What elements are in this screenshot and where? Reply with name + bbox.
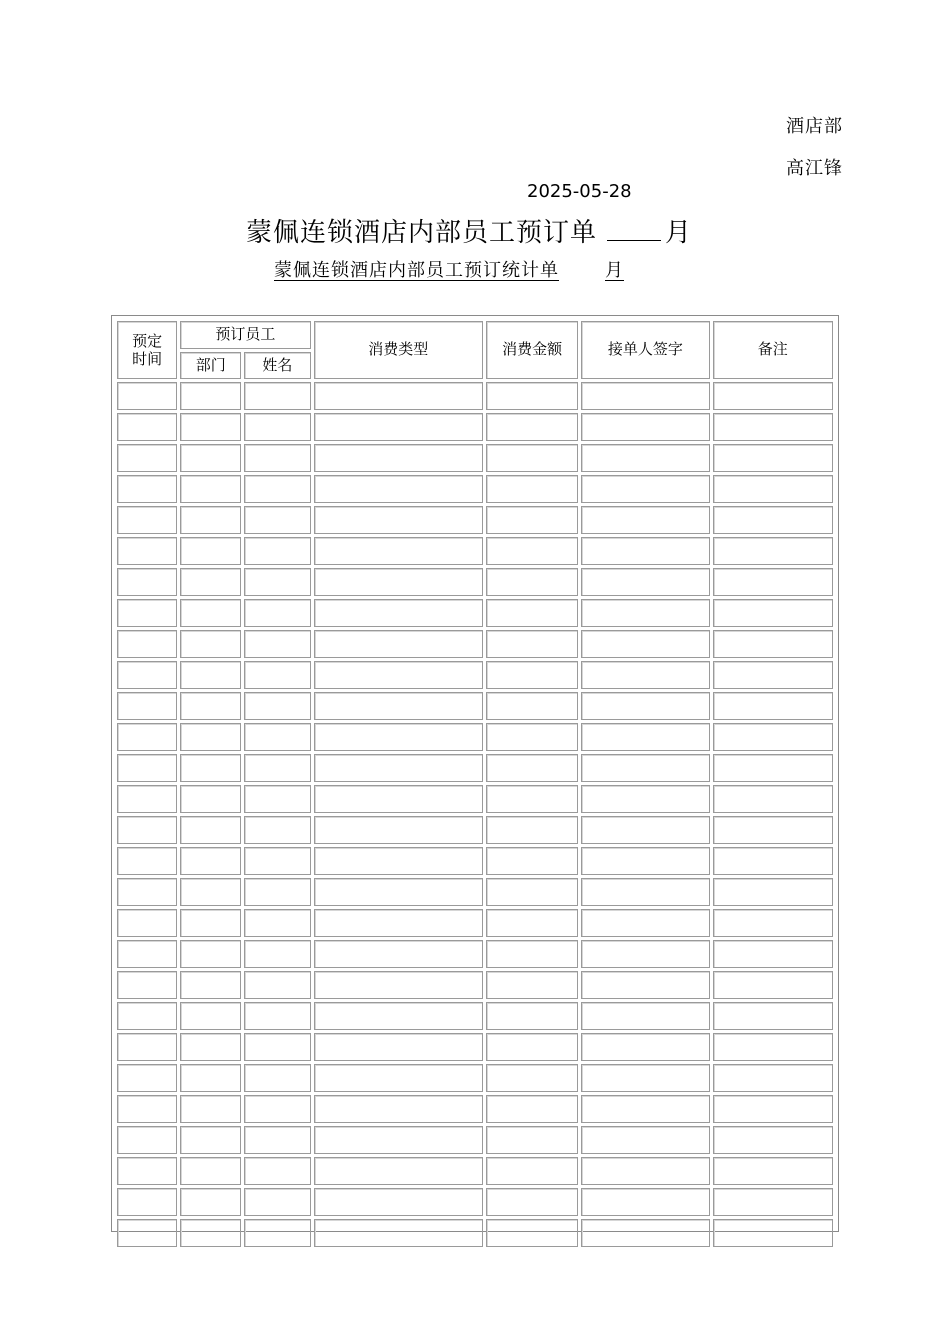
header-amount: 消费金额 [486,321,578,379]
receiver-signature-cell[interactable] [581,1033,709,1061]
name-cell[interactable] [244,599,310,627]
document-subtitle [274,256,624,282]
department-cell[interactable] [180,444,241,472]
table-row [117,568,833,596]
name-cell[interactable] [244,940,310,968]
consumption-type-cell[interactable] [314,630,483,658]
amount-cell[interactable] [486,599,578,627]
department-cell[interactable] [180,785,241,813]
booking-time-cell[interactable] [117,1002,177,1030]
booking-time-cell[interactable] [117,568,177,596]
table-row [117,475,833,503]
department-cell[interactable] [180,413,241,441]
consumption-type-cell[interactable] [314,692,483,720]
department-cell[interactable] [180,1219,241,1247]
receiver-signature-cell[interactable] [581,382,709,410]
table-row [117,1002,833,1030]
table-row [117,506,833,534]
amount-cell[interactable] [486,1033,578,1061]
consumption-type-cell[interactable] [314,878,483,906]
table-header-row [117,321,833,349]
remarks-cell[interactable] [713,506,833,534]
department-cell[interactable] [180,971,241,999]
amount-cell[interactable] [486,475,578,503]
consumption-type-cell[interactable] [314,444,483,472]
table-row [117,847,833,875]
amount-cell[interactable] [486,971,578,999]
consumption-type-cell[interactable] [314,568,483,596]
header-department: 部门 [180,352,241,380]
consumption-type-cell[interactable] [314,1126,483,1154]
header-consumption-type: 消费类型 [314,321,483,379]
booking-time-cell[interactable] [117,1095,177,1123]
consumption-type-cell[interactable] [314,599,483,627]
remarks-cell[interactable] [713,692,833,720]
table-row [117,1157,833,1185]
booking-time-cell[interactable] [117,847,177,875]
document-subtitle-text: 蒙佩连锁酒店内部员工预订统计单 [274,260,559,281]
remarks-cell[interactable] [713,413,833,441]
consumption-type-cell[interactable] [314,1188,483,1216]
name-cell[interactable] [244,661,310,689]
receiver-signature-cell[interactable] [581,630,709,658]
department-cell[interactable] [180,630,241,658]
remarks-cell[interactable] [713,1126,833,1154]
table-row [117,878,833,906]
remarks-cell[interactable] [713,599,833,627]
booking-time-cell[interactable] [117,816,177,844]
table-row [117,692,833,720]
header-booking-time: 预定时间 [117,321,177,379]
amount-cell[interactable] [486,878,578,906]
booking-time-cell[interactable] [117,599,177,627]
receiver-signature-cell[interactable] [581,754,709,782]
department-cell[interactable] [180,847,241,875]
receiver-signature-cell[interactable] [581,692,709,720]
table-row [117,785,833,813]
receiver-signature-cell[interactable] [581,723,709,751]
name-cell[interactable] [244,971,310,999]
booking-time-cell[interactable] [117,1188,177,1216]
name-cell[interactable] [244,1219,310,1247]
amount-cell[interactable] [486,382,578,410]
department-cell[interactable] [180,816,241,844]
remarks-cell[interactable] [713,568,833,596]
remarks-cell[interactable] [713,909,833,937]
table-row [117,971,833,999]
booking-time-cell[interactable] [117,692,177,720]
remarks-cell[interactable] [713,661,833,689]
amount-cell[interactable] [486,1219,578,1247]
consumption-type-cell[interactable] [314,940,483,968]
receiver-signature-cell[interactable] [581,475,709,503]
amount-cell[interactable] [486,1095,578,1123]
amount-cell[interactable] [486,692,578,720]
amount-cell[interactable] [486,568,578,596]
remarks-cell[interactable] [713,1064,833,1092]
amount-cell[interactable] [486,816,578,844]
booking-time-cell[interactable] [117,413,177,441]
amount-cell[interactable] [486,785,578,813]
consumption-type-cell[interactable] [314,382,483,410]
table-row [117,1126,833,1154]
consumption-type-cell[interactable] [314,537,483,565]
name-cell[interactable] [244,1188,310,1216]
amount-cell[interactable] [486,1002,578,1030]
department-cell[interactable] [180,1188,241,1216]
name-cell[interactable] [244,785,310,813]
receiver-signature-cell[interactable] [581,940,709,968]
name-cell[interactable] [244,909,310,937]
amount-cell[interactable] [486,1126,578,1154]
name-cell[interactable] [244,1002,310,1030]
name-cell[interactable] [244,878,310,906]
remarks-cell[interactable] [713,723,833,751]
amount-cell[interactable] [486,413,578,441]
name-cell[interactable] [244,444,310,472]
receiver-signature-cell[interactable] [581,537,709,565]
booking-time-cell[interactable] [117,382,177,410]
booking-time-cell[interactable] [117,661,177,689]
department-cell[interactable] [180,599,241,627]
consumption-type-cell[interactable] [314,506,483,534]
header-name: 姓名 [244,352,310,380]
consumption-type-cell[interactable] [314,1157,483,1185]
department-cell[interactable] [180,382,241,410]
remarks-cell[interactable] [713,537,833,565]
name-cell[interactable] [244,816,310,844]
document-title-suffix: 月 [665,218,693,248]
document-subtitle-suffix: 月 [605,260,624,281]
remarks-cell[interactable] [713,1219,833,1247]
month-blank[interactable] [607,224,661,241]
department-cell[interactable] [180,909,241,937]
table-row [117,413,833,441]
booking-time-cell[interactable] [117,475,177,503]
amount-cell[interactable] [486,847,578,875]
receiver-signature-cell[interactable] [581,413,709,441]
consumption-type-cell[interactable] [314,1002,483,1030]
amount-cell[interactable] [486,1188,578,1216]
remarks-cell[interactable] [713,382,833,410]
consumption-type-cell[interactable] [314,475,483,503]
name-cell[interactable] [244,1126,310,1154]
consumption-type-cell[interactable] [314,847,483,875]
name-cell[interactable] [244,1095,310,1123]
department-cell[interactable] [180,723,241,751]
name-cell[interactable] [244,506,310,534]
booking-time-cell[interactable] [117,878,177,906]
consumption-type-cell[interactable] [314,909,483,937]
department-cell[interactable] [180,506,241,534]
remarks-cell[interactable] [713,847,833,875]
booking-time-cell[interactable] [117,1219,177,1247]
amount-cell[interactable] [486,537,578,565]
booking-time-cell[interactable] [117,785,177,813]
consumption-type-cell[interactable] [314,754,483,782]
booking-time-cell[interactable] [117,444,177,472]
receiver-signature-cell[interactable] [581,568,709,596]
remarks-cell[interactable] [713,444,833,472]
remarks-cell[interactable] [713,816,833,844]
remarks-cell[interactable] [713,1095,833,1123]
booking-time-cell[interactable] [117,537,177,565]
booking-time-cell[interactable] [117,909,177,937]
amount-cell[interactable] [486,1157,578,1185]
remarks-cell[interactable] [713,754,833,782]
department-cell[interactable] [180,1157,241,1185]
department-cell[interactable] [180,1095,241,1123]
remarks-cell[interactable] [713,878,833,906]
consumption-type-cell[interactable] [314,785,483,813]
table-row [117,816,833,844]
department-cell[interactable] [180,1126,241,1154]
name-cell[interactable] [244,413,310,441]
booking-time-cell[interactable] [117,630,177,658]
table-row [117,1188,833,1216]
name-cell[interactable] [244,692,310,720]
name-cell[interactable] [244,475,310,503]
amount-cell[interactable] [486,444,578,472]
booking-time-cell[interactable] [117,506,177,534]
department-cell[interactable] [180,1033,241,1061]
department-cell[interactable] [180,1064,241,1092]
consumption-type-cell[interactable] [314,1095,483,1123]
author-label: 高江锋 [786,158,843,179]
name-cell[interactable] [244,847,310,875]
header-employee-group: 预订员工 [180,321,310,349]
name-cell[interactable] [244,1033,310,1061]
remarks-cell[interactable] [713,1157,833,1185]
booking-time-cell[interactable] [117,1157,177,1185]
receiver-signature-cell[interactable] [581,599,709,627]
booking-table-frame [111,315,839,1232]
receiver-signature-cell[interactable] [581,506,709,534]
consumption-type-cell[interactable] [314,1033,483,1061]
department-cell[interactable] [180,754,241,782]
department-cell[interactable] [180,475,241,503]
department-label: 酒店部 [786,116,843,137]
receiver-signature-cell[interactable] [581,909,709,937]
amount-cell[interactable] [486,940,578,968]
receiver-signature-cell[interactable] [581,1219,709,1247]
booking-time-cell[interactable] [117,1033,177,1061]
table-row [117,1219,833,1247]
table-row [117,537,833,565]
name-cell[interactable] [244,537,310,565]
consumption-type-cell[interactable] [314,413,483,441]
receiver-signature-cell[interactable] [581,971,709,999]
amount-cell[interactable] [486,754,578,782]
consumption-type-cell[interactable] [314,1219,483,1247]
remarks-cell[interactable] [713,1033,833,1061]
booking-time-cell[interactable] [117,723,177,751]
department-cell[interactable] [180,537,241,565]
booking-table [114,318,836,1250]
department-cell[interactable] [180,878,241,906]
table-row [117,940,833,968]
amount-cell[interactable] [486,661,578,689]
remarks-cell[interactable] [713,475,833,503]
table-row [117,1064,833,1092]
table-row [117,1033,833,1061]
department-cell[interactable] [180,940,241,968]
receiver-signature-cell[interactable] [581,661,709,689]
name-cell[interactable] [244,723,310,751]
table-row [117,444,833,472]
amount-cell[interactable] [486,630,578,658]
receiver-signature-cell[interactable] [581,1157,709,1185]
table-row [117,661,833,689]
booking-time-cell[interactable] [117,1126,177,1154]
receiver-signature-cell[interactable] [581,1126,709,1154]
amount-cell[interactable] [486,506,578,534]
table-row [117,630,833,658]
department-cell[interactable] [180,568,241,596]
receiver-signature-cell[interactable] [581,816,709,844]
name-cell[interactable] [244,1064,310,1092]
remarks-cell[interactable] [713,940,833,968]
date-label: 2025-05-28 [527,181,632,202]
receiver-signature-cell[interactable] [581,878,709,906]
remarks-cell[interactable] [713,971,833,999]
name-cell[interactable] [244,754,310,782]
consumption-type-cell[interactable] [314,661,483,689]
department-cell[interactable] [180,692,241,720]
amount-cell[interactable] [486,909,578,937]
table-row [117,599,833,627]
header-receiver-signature: 接单人签字 [581,321,709,379]
receiver-signature-cell[interactable] [581,444,709,472]
table-row [117,909,833,937]
consumption-type-cell[interactable] [314,1064,483,1092]
table-row [117,754,833,782]
booking-time-cell[interactable] [117,971,177,999]
receiver-signature-cell[interactable] [581,847,709,875]
name-cell[interactable] [244,382,310,410]
receiver-signature-cell[interactable] [581,1095,709,1123]
table-row [117,382,833,410]
consumption-type-cell[interactable] [314,971,483,999]
consumption-type-cell[interactable] [314,723,483,751]
receiver-signature-cell[interactable] [581,1188,709,1216]
department-cell[interactable] [180,1002,241,1030]
name-cell[interactable] [244,568,310,596]
table-row [117,1095,833,1123]
receiver-signature-cell[interactable] [581,1064,709,1092]
booking-time-cell[interactable] [117,754,177,782]
document-title-text: 蒙佩连锁酒店内部员工预订单 [246,218,598,248]
header-remarks: 备注 [713,321,833,379]
consumption-type-cell[interactable] [314,816,483,844]
remarks-cell[interactable] [713,1002,833,1030]
table-row [117,723,833,751]
receiver-signature-cell[interactable] [581,785,709,813]
department-cell[interactable] [180,661,241,689]
amount-cell[interactable] [486,723,578,751]
remarks-cell[interactable] [713,1188,833,1216]
remarks-cell[interactable] [713,785,833,813]
name-cell[interactable] [244,630,310,658]
amount-cell[interactable] [486,1064,578,1092]
remarks-cell[interactable] [713,630,833,658]
receiver-signature-cell[interactable] [581,1002,709,1030]
name-cell[interactable] [244,1157,310,1185]
booking-time-cell[interactable] [117,1064,177,1092]
document-title [246,212,692,249]
booking-time-cell[interactable] [117,940,177,968]
